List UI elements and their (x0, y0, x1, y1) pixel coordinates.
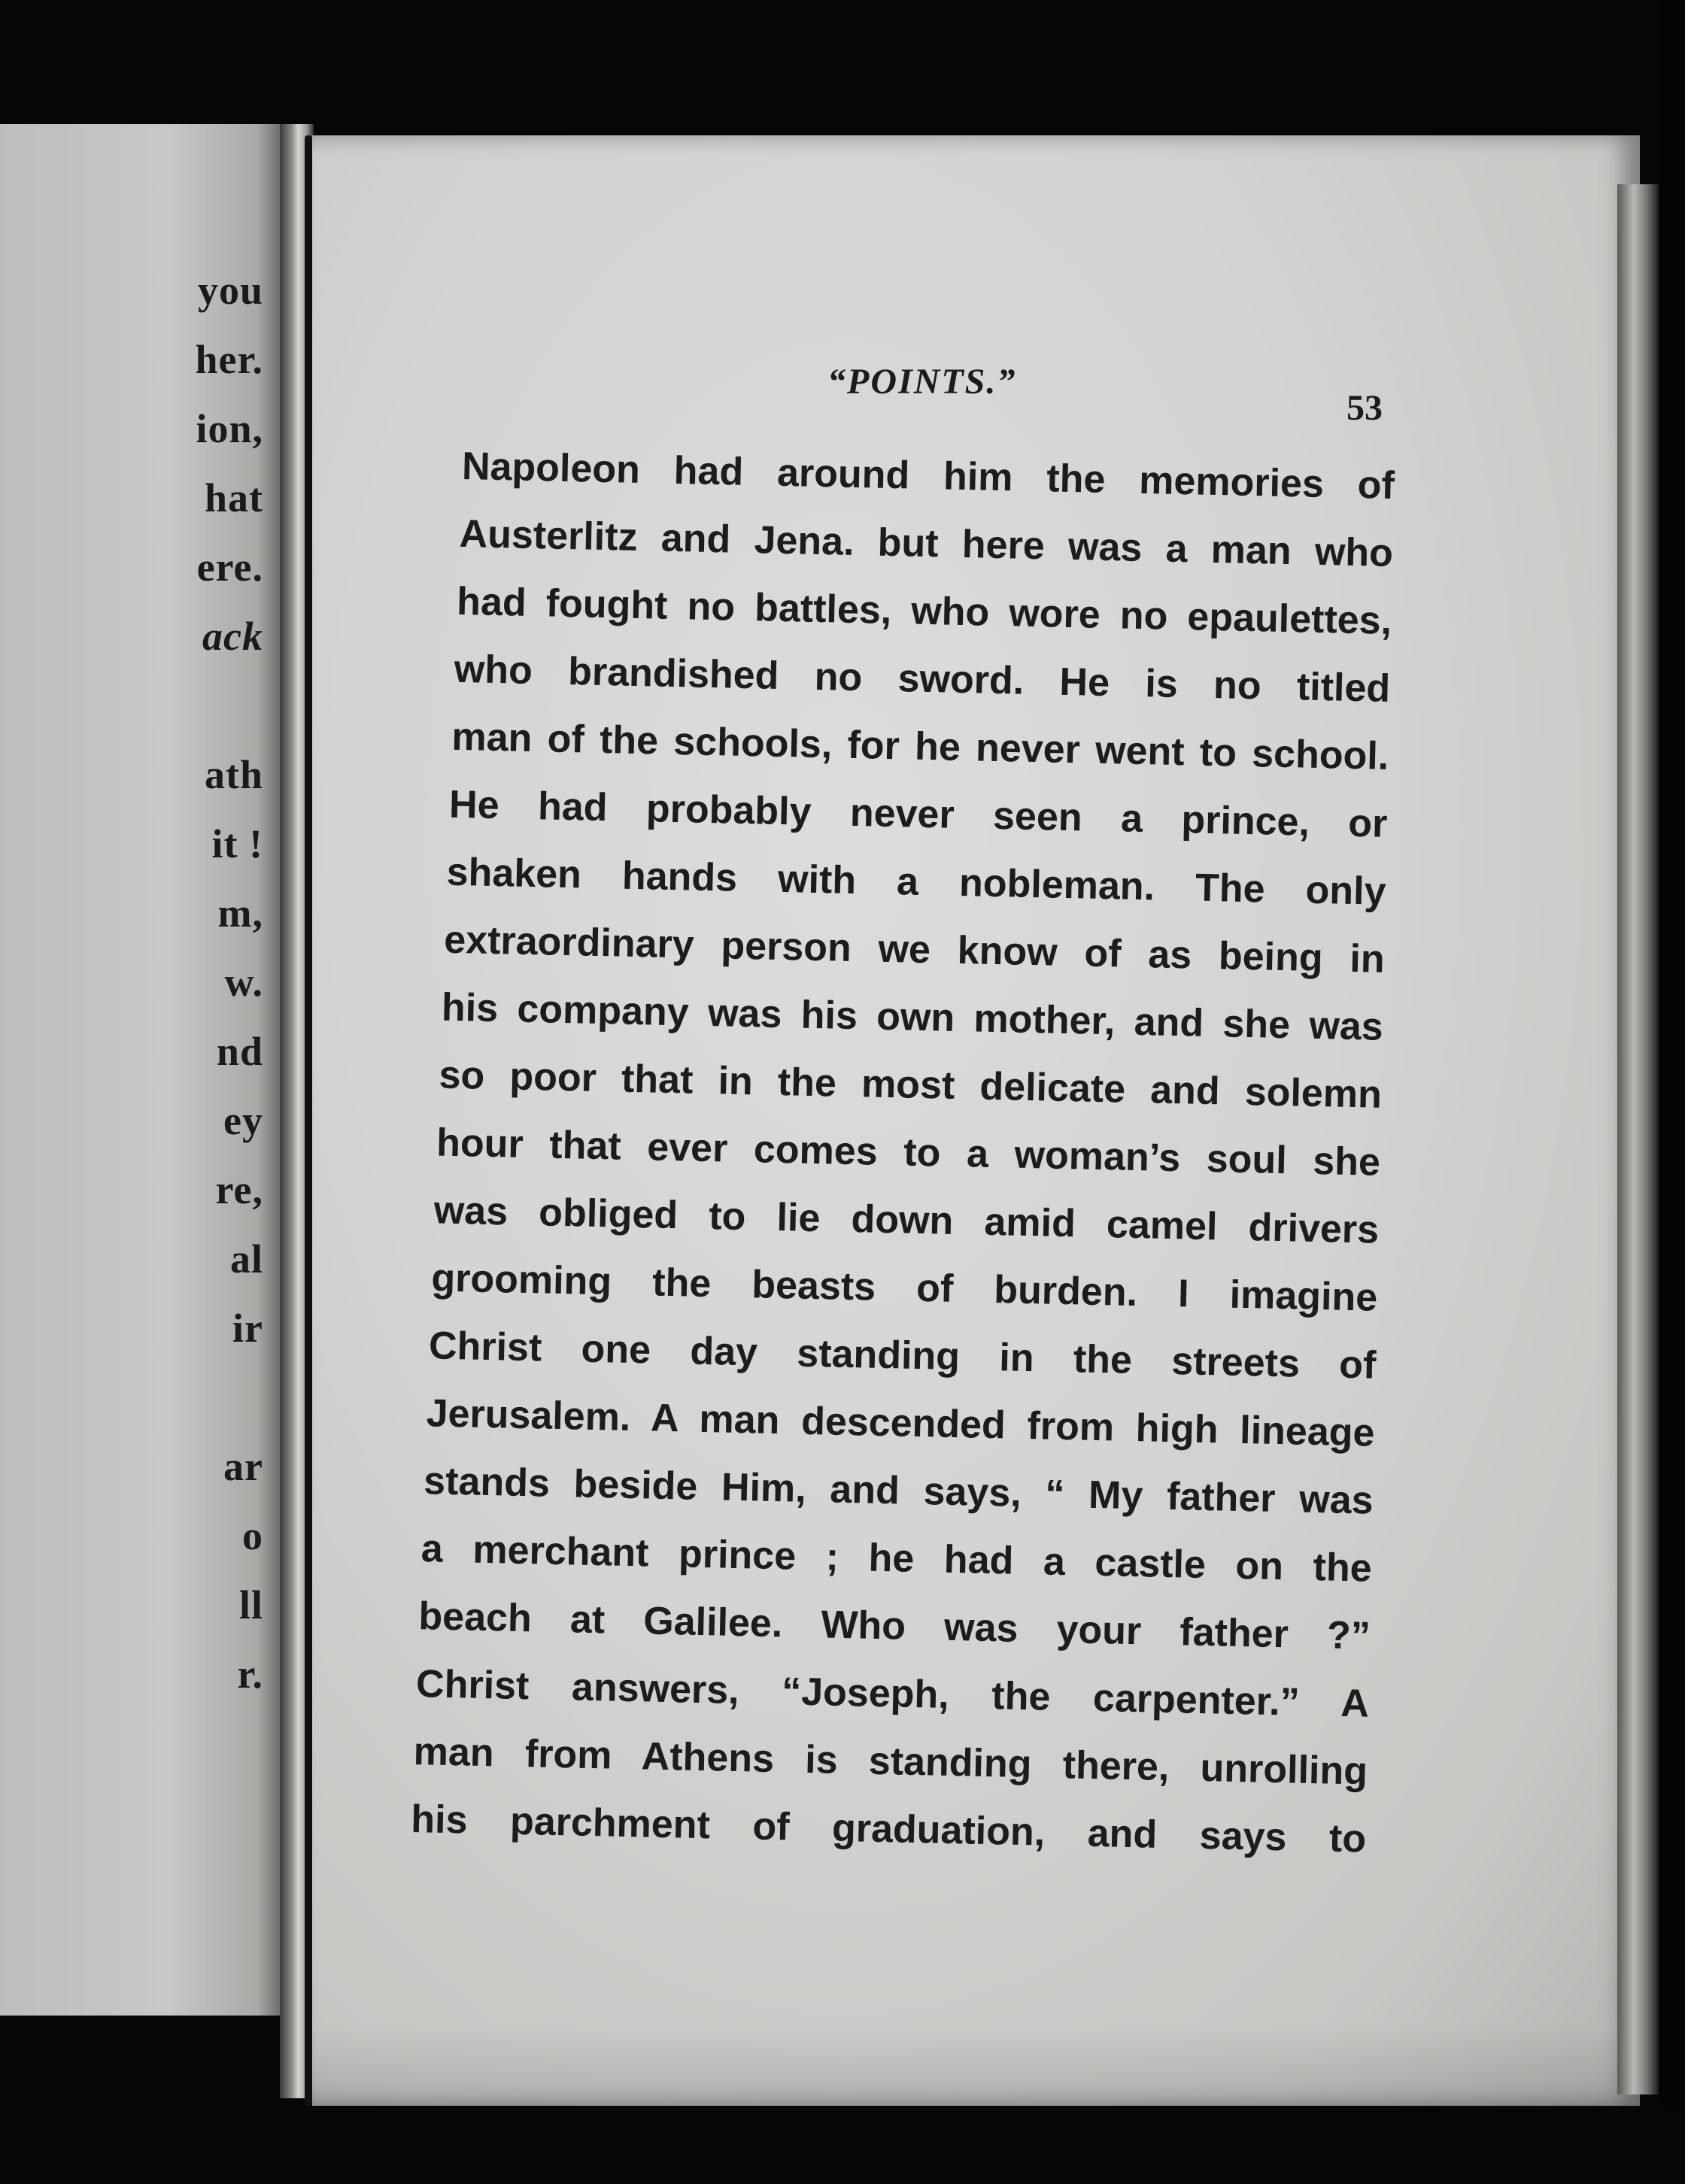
body-line: Austerlitz and Jena. but here was a man who (459, 511, 1394, 575)
body-line: He had probably never seen a prince, or (448, 782, 1388, 846)
left-page-fragment: o (242, 1513, 263, 1558)
page-number: 53 (1346, 388, 1383, 428)
left-page-fragment: it ! (211, 821, 263, 866)
left-page-fragment: re, (215, 1167, 263, 1212)
body-line: grooming the beasts of burden. I imagine (430, 1256, 1378, 1320)
body-line: extraordinary person we know of as being in (443, 918, 1386, 981)
page-bottom-shadow (312, 2023, 1640, 2106)
left-page-fragment: ll (238, 1582, 263, 1627)
body-line: Christ one day standing in the streets of (428, 1324, 1377, 1388)
left-page-fragment: her. (195, 337, 263, 382)
body-line: man of the schools, for he never went to school. (451, 714, 1389, 778)
left-page-fragment: al (229, 1236, 263, 1282)
body-line: his company was his own mother, and she was (441, 985, 1384, 1049)
body-line: his parchment of graduation, and says to (410, 1797, 1367, 1861)
left-page-fragment: w. (224, 960, 263, 1005)
running-head: “POINTS.” (827, 362, 1017, 402)
body-line: so poor that in the most delicate and solemn (438, 1053, 1383, 1117)
left-page-fragment: hat (204, 475, 263, 520)
body-line: beach at Galilee. Who was your father ?” (417, 1594, 1371, 1658)
spine-shadow (305, 135, 312, 2106)
body-line: was obliged to lie down amid camel drivers (433, 1188, 1380, 1252)
left-page-fragment: ack (202, 614, 263, 659)
body-line: had fought no battles, who wore no epaulettes, (456, 579, 1392, 643)
body-line: Jerusalem. A man descended from high lineage (426, 1391, 1376, 1455)
body-text (410, 432, 1395, 1873)
body-line: Christ answers, “Joseph, the carpenter.” A (415, 1662, 1370, 1726)
body-line: shaken hands with a nobleman. The only (446, 850, 1387, 914)
left-page-fragment: ir (232, 1306, 263, 1351)
left-page-fragment: ere. (196, 544, 263, 590)
body-line: Napoleon had around him the memories of (461, 444, 1395, 508)
body-line: who brandished no sword. He is no titled (454, 647, 1391, 711)
left-facing-page (0, 124, 280, 2016)
body-line: man from Athens is standing there, unrolling (413, 1730, 1368, 1794)
scan-border-bottom (0, 2106, 1685, 2184)
left-page-fragment: ey (223, 1098, 263, 1143)
page-stack-edge (1617, 184, 1659, 2095)
left-page-fragment: r. (237, 1652, 263, 1697)
scan-border-top (0, 0, 1685, 124)
left-page-fragment: m, (217, 890, 263, 936)
left-page-fragment: you (197, 268, 263, 313)
body-line: stands beside Him, and says, “ My father was (423, 1459, 1374, 1523)
left-page-fragment: ath (204, 752, 263, 797)
scan-border-right (1659, 0, 1685, 2184)
left-page-fragment: nd (216, 1029, 263, 1074)
body-line: a merchant prince ; he had a castle on the (420, 1527, 1373, 1591)
left-page-fragment: ar (223, 1444, 263, 1489)
left-page-fragment: ion, (196, 406, 263, 451)
body-line: hour that ever comes to a woman’s soul she (436, 1121, 1381, 1185)
